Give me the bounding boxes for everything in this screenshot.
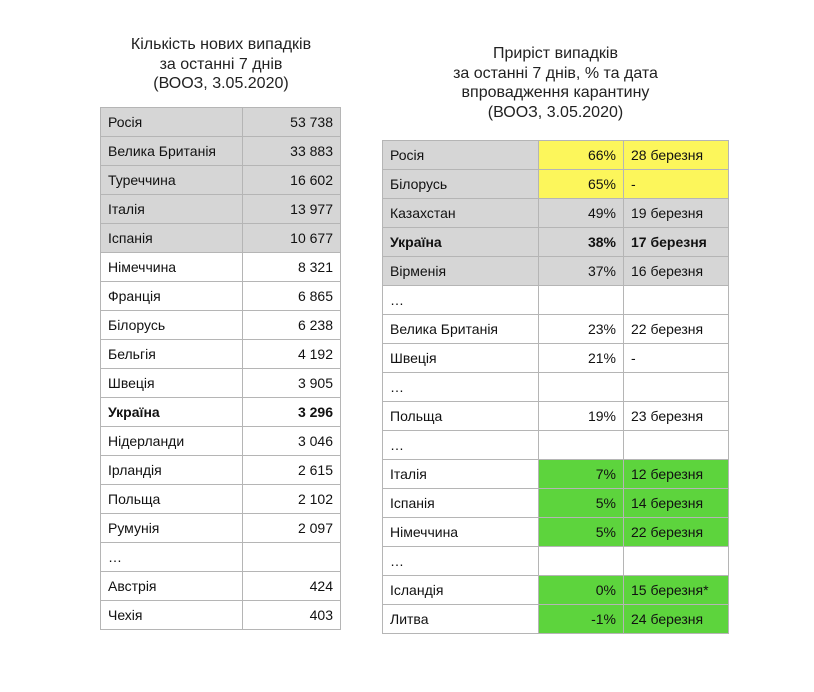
left-table-title: Кількість нових випадків за останні 7 днів (ВООЗ, 3.05.2020) bbox=[130, 36, 312, 92]
quarantine-date: 17 березня bbox=[624, 228, 729, 257]
growth-percent: 7% bbox=[539, 460, 624, 489]
quarantine-date bbox=[624, 547, 729, 576]
quarantine-date bbox=[624, 431, 729, 460]
quarantine-date: 22 березня bbox=[624, 518, 729, 547]
country-name: Франція bbox=[101, 282, 243, 311]
table-row bbox=[383, 431, 729, 460]
table-row bbox=[101, 543, 341, 572]
table-row bbox=[383, 489, 729, 518]
table-row bbox=[101, 224, 341, 253]
growth-percent bbox=[539, 286, 624, 315]
table-row bbox=[101, 311, 341, 340]
table-row bbox=[383, 402, 729, 431]
country-name: Україна bbox=[101, 398, 243, 427]
table-row bbox=[101, 340, 341, 369]
table-row bbox=[383, 141, 729, 170]
quarantine-date: 28 березня bbox=[624, 141, 729, 170]
growth-percent: 0% bbox=[539, 576, 624, 605]
country-name: … bbox=[383, 286, 539, 315]
table-row bbox=[383, 518, 729, 547]
case-count: 3 905 bbox=[243, 369, 341, 398]
quarantine-date: 22 березня bbox=[624, 315, 729, 344]
country-name: Нідерланди bbox=[101, 427, 243, 456]
case-count: 2 102 bbox=[243, 485, 341, 514]
quarantine-date: 19 березня bbox=[624, 199, 729, 228]
case-count: 3 046 bbox=[243, 427, 341, 456]
table-row bbox=[101, 108, 341, 137]
country-name: Іспанія bbox=[101, 224, 243, 253]
table-row bbox=[101, 369, 341, 398]
country-name: Румунія bbox=[101, 514, 243, 543]
country-name: Польща bbox=[101, 485, 243, 514]
country-name: Ісландія bbox=[383, 576, 539, 605]
growth-percent bbox=[539, 547, 624, 576]
country-name: … bbox=[383, 547, 539, 576]
quarantine-date: 12 березня bbox=[624, 460, 729, 489]
table-row bbox=[383, 257, 729, 286]
quarantine-date: 14 березня bbox=[624, 489, 729, 518]
growth-percent: 38% bbox=[539, 228, 624, 257]
growth-percent: 5% bbox=[539, 518, 624, 547]
case-count: 16 602 bbox=[243, 166, 341, 195]
table-row bbox=[383, 286, 729, 315]
quarantine-date: 24 березня bbox=[624, 605, 729, 634]
table-row bbox=[101, 137, 341, 166]
country-name: Росія bbox=[383, 141, 539, 170]
growth-percent: -1% bbox=[539, 605, 624, 634]
country-name: Казахстан bbox=[383, 199, 539, 228]
table-row bbox=[383, 170, 729, 199]
table-row bbox=[101, 253, 341, 282]
table-row bbox=[383, 344, 729, 373]
case-count: 2 097 bbox=[243, 514, 341, 543]
country-name: Україна bbox=[383, 228, 539, 257]
growth-percent bbox=[539, 373, 624, 402]
country-name: Білорусь bbox=[383, 170, 539, 199]
case-count: 33 883 bbox=[243, 137, 341, 166]
country-name: Чехія bbox=[101, 601, 243, 630]
country-name: Бельгія bbox=[101, 340, 243, 369]
case-count: 6 238 bbox=[243, 311, 341, 340]
country-name: Італія bbox=[101, 195, 243, 224]
country-name: Німеччина bbox=[101, 253, 243, 282]
growth-percent bbox=[539, 431, 624, 460]
growth-table bbox=[382, 140, 729, 634]
country-name: Туреччина bbox=[101, 166, 243, 195]
table-row bbox=[101, 427, 341, 456]
growth-percent: 19% bbox=[539, 402, 624, 431]
case-count: 2 615 bbox=[243, 456, 341, 485]
right-table-title: Приріст випадків за останні 7 днів, % та дата впровадження карантину (ВООЗ, 3.05.2020) bbox=[453, 45, 658, 121]
case-count bbox=[243, 543, 341, 572]
country-name: Ірландія bbox=[101, 456, 243, 485]
quarantine-date: 23 березня bbox=[624, 402, 729, 431]
country-name: Італія bbox=[383, 460, 539, 489]
table-row bbox=[101, 282, 341, 311]
country-name: Німеччина bbox=[383, 518, 539, 547]
new-cases-table bbox=[100, 107, 341, 630]
table-row bbox=[383, 228, 729, 257]
table-row bbox=[383, 576, 729, 605]
table-row bbox=[383, 373, 729, 402]
country-name: Білорусь bbox=[101, 311, 243, 340]
case-count: 6 865 bbox=[243, 282, 341, 311]
country-name: Литва bbox=[383, 605, 539, 634]
left-table-block bbox=[100, 35, 340, 94]
growth-percent: 23% bbox=[539, 315, 624, 344]
quarantine-date: - bbox=[624, 170, 729, 199]
table-row bbox=[101, 166, 341, 195]
country-name: Австрія bbox=[101, 572, 243, 601]
country-name: Росія bbox=[101, 108, 243, 137]
table-row bbox=[101, 601, 341, 630]
table-row bbox=[383, 605, 729, 634]
country-name: Велика Британія bbox=[101, 137, 243, 166]
table-row bbox=[101, 456, 341, 485]
table-row bbox=[101, 485, 341, 514]
country-name: Швеція bbox=[101, 369, 243, 398]
country-name: Іспанія bbox=[383, 489, 539, 518]
quarantine-date: - bbox=[624, 344, 729, 373]
country-name: Велика Британія bbox=[383, 315, 539, 344]
quarantine-date: 16 березня bbox=[624, 257, 729, 286]
quarantine-date bbox=[624, 373, 729, 402]
country-name: … bbox=[383, 373, 539, 402]
country-name: Польща bbox=[383, 402, 539, 431]
case-count: 13 977 bbox=[243, 195, 341, 224]
growth-percent: 65% bbox=[539, 170, 624, 199]
table-row bbox=[101, 514, 341, 543]
case-count: 8 321 bbox=[243, 253, 341, 282]
table-row bbox=[101, 572, 341, 601]
case-count: 10 677 bbox=[243, 224, 341, 253]
table-row bbox=[383, 315, 729, 344]
growth-percent: 37% bbox=[539, 257, 624, 286]
table-row bbox=[383, 199, 729, 228]
quarantine-date: 15 березня* bbox=[624, 576, 729, 605]
growth-percent: 66% bbox=[539, 141, 624, 170]
case-count: 3 296 bbox=[243, 398, 341, 427]
table-row bbox=[383, 460, 729, 489]
quarantine-date bbox=[624, 286, 729, 315]
country-name: … bbox=[383, 431, 539, 460]
table-row bbox=[101, 195, 341, 224]
right-table-block bbox=[382, 44, 729, 122]
country-name: Швеція bbox=[383, 344, 539, 373]
case-count: 4 192 bbox=[243, 340, 341, 369]
table-row bbox=[383, 547, 729, 576]
growth-percent: 49% bbox=[539, 199, 624, 228]
table-row bbox=[101, 398, 341, 427]
case-count: 53 738 bbox=[243, 108, 341, 137]
growth-percent: 5% bbox=[539, 489, 624, 518]
country-name: … bbox=[101, 543, 243, 572]
case-count: 403 bbox=[243, 601, 341, 630]
growth-percent: 21% bbox=[539, 344, 624, 373]
case-count: 424 bbox=[243, 572, 341, 601]
country-name: Вірменія bbox=[383, 257, 539, 286]
